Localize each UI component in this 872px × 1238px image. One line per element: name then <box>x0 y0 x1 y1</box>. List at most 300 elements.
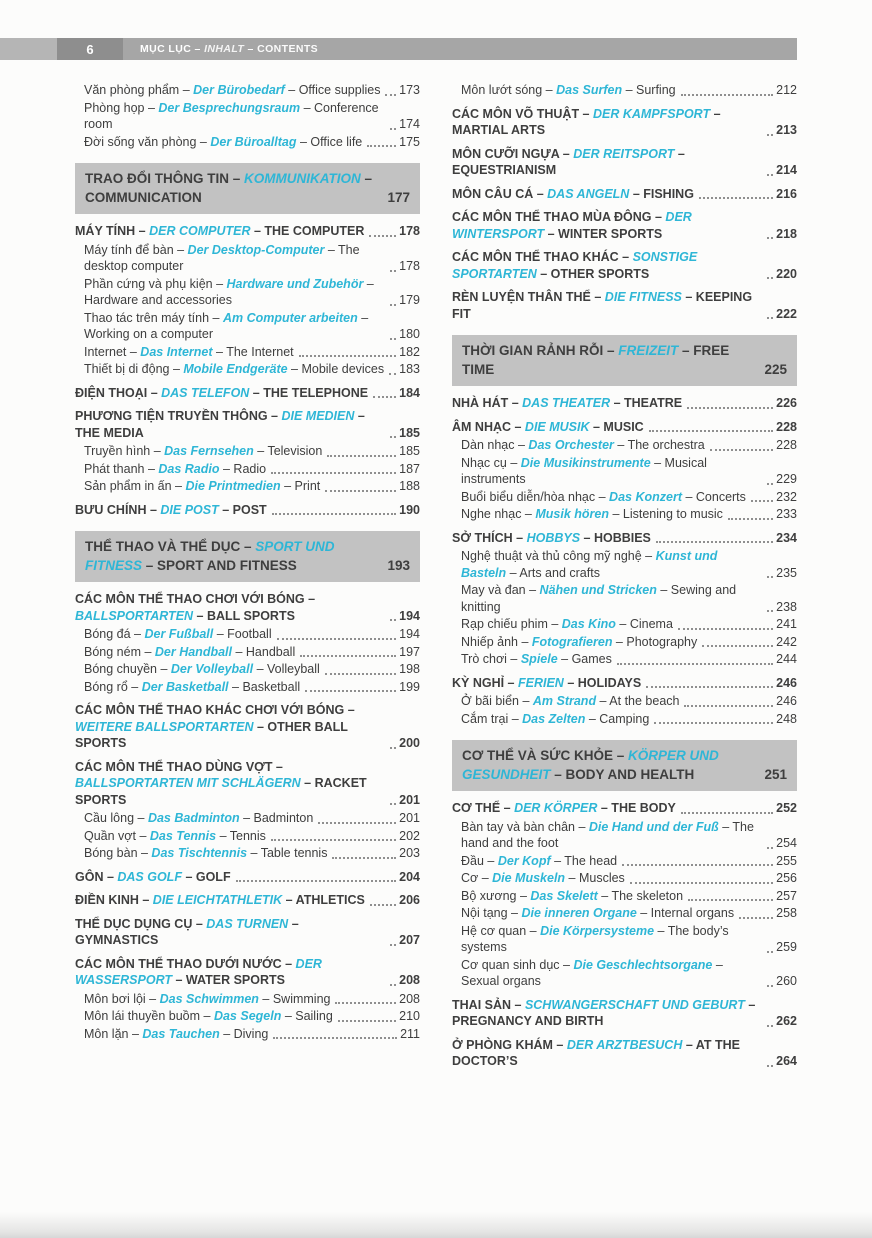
entry-page-number: 202 <box>399 828 420 843</box>
entry-german: Das Tauchen <box>142 1026 220 1041</box>
entry-page-number: 252 <box>776 801 797 815</box>
entry-page-number: 184 <box>399 385 420 400</box>
entry-text <box>84 644 295 661</box>
entry-page-number: 214 <box>776 163 797 177</box>
entry-english: – Swimming <box>258 991 331 1006</box>
entry-vietnamese: Sản phẩm in ấn – <box>84 479 186 493</box>
entry-vietnamese: CÁC MÔN THỂ THAO CHƠI VỚI BÓNG – <box>75 592 316 606</box>
entry-german: SONSTIGE SPORTARTEN <box>452 250 698 281</box>
entry-vietnamese: Ở bãi biển – <box>461 694 533 708</box>
entry-page-number: 193 <box>387 557 410 573</box>
entry-text <box>452 209 762 242</box>
entry-vietnamese: Phòng họp – <box>84 100 159 115</box>
entry-page-number: 180 <box>399 327 420 341</box>
entry-english: – COMMUNICATION <box>85 171 373 205</box>
entry-english: – Badminton <box>239 811 314 825</box>
entry-english: – MARTIAL ARTS <box>452 106 721 137</box>
entry-german: DER COMPUTER <box>149 224 251 238</box>
entry-text <box>75 702 385 752</box>
toc-entry-sub <box>452 957 797 990</box>
entry-english: – EQUESTRIANISM <box>452 146 685 177</box>
entry-german: DAS THEATER <box>522 396 611 410</box>
entry-vietnamese: Bộ xương – <box>461 888 531 903</box>
entry-english: – OTHER SPORTS <box>536 266 650 281</box>
entry-text <box>461 82 676 99</box>
entry-vietnamese: Phát thanh – <box>84 461 159 476</box>
entry-text <box>462 747 750 784</box>
entry-german: Das Tennis <box>149 828 217 843</box>
entry-english: – MUSIC <box>589 419 644 434</box>
entry-vietnamese: May và đan – <box>461 583 540 597</box>
entry-english: – FISHING <box>629 186 694 201</box>
entry-vietnamese: RÈN LUYỆN THÂN THỂ – <box>452 290 605 304</box>
entry-vietnamese: Bàn tay và bàn chân – <box>461 819 589 834</box>
entry-english: – Table tennis <box>247 846 328 860</box>
dot-leader <box>687 407 773 409</box>
entry-vietnamese: CÁC MÔN THỂ THAO KHÁC – <box>452 250 633 264</box>
toc-entry-sub <box>452 82 797 99</box>
entry-english: – AT THE DOCTOR’S <box>452 1037 741 1068</box>
entry-vietnamese: MÔN CƯỠI NGỰA – <box>452 146 574 161</box>
entry-vietnamese: Nghe nhạc – <box>461 507 536 521</box>
dot-leader <box>767 237 773 239</box>
entry-vietnamese: Buổi biểu diễn/hòa nhạc – <box>461 489 610 504</box>
entry-german: Das Zelten <box>522 711 586 726</box>
entry-english: – Arts and crafts <box>506 565 600 580</box>
entry-vietnamese: CÁC MÔN THỂ THAO MÙA ĐÔNG – <box>452 210 666 224</box>
entry-page-number: 199 <box>399 679 420 694</box>
entry-german: Das Kino <box>561 617 616 631</box>
dot-leader <box>299 355 397 357</box>
entry-page-number: 246 <box>776 675 797 690</box>
toc-content <box>75 82 797 1070</box>
entry-english: – GOLF <box>181 869 231 884</box>
entry-text <box>75 869 231 886</box>
entry-page-number: 256 <box>776 871 797 885</box>
entry-german: Der Handball <box>154 644 232 659</box>
toc-entry-sub <box>452 506 797 523</box>
entry-english: – FREE TIME <box>462 343 730 377</box>
entry-page-number: 212 <box>776 83 797 97</box>
dot-leader <box>751 500 773 502</box>
entry-vietnamese: MÁY TÍNH – <box>75 224 150 238</box>
entry-german: Das Fernsehen <box>164 444 254 458</box>
page-header-bar <box>0 38 797 60</box>
toc-entry-sub <box>75 810 420 827</box>
dot-leader <box>390 270 396 272</box>
entry-page-number: 213 <box>776 123 797 137</box>
page-number-box <box>57 38 123 60</box>
entry-german: Das Radio <box>158 461 220 476</box>
entry-english: – Surfing <box>622 83 676 97</box>
entry-german: Der Bürobedarf <box>193 83 285 97</box>
dot-leader <box>390 128 396 130</box>
dot-leader <box>678 628 773 630</box>
dot-leader <box>273 1037 397 1039</box>
dot-leader <box>373 396 396 398</box>
toc-entry-sub <box>452 437 797 454</box>
entry-text <box>75 916 385 949</box>
entry-text <box>452 675 641 692</box>
entry-text <box>461 506 723 523</box>
entry-vietnamese: Internet – <box>84 344 141 359</box>
entry-english: – THE MEDIA <box>75 409 365 440</box>
toc-column-left <box>75 82 420 1070</box>
entry-german: SPORT UND FITNESS <box>85 539 335 573</box>
entry-english: – Tennis <box>216 828 266 843</box>
dot-leader <box>767 277 773 279</box>
entry-english: – Volleyball <box>253 662 320 676</box>
entry-vietnamese: Bóng bàn – <box>84 846 152 860</box>
entry-text <box>84 310 385 343</box>
toc-entry-main <box>452 997 797 1030</box>
entry-german: DAS TELEFON <box>161 385 250 400</box>
toc-entry-main <box>452 800 797 817</box>
entry-text <box>461 548 762 581</box>
entry-page-number: 251 <box>764 766 787 782</box>
dot-leader <box>681 812 773 814</box>
entry-vietnamese: CÁC MÔN THỂ THAO KHÁC CHƠI VỚI BÓNG – <box>75 703 355 717</box>
entry-german: Die Geschlechtsorgane <box>573 957 713 972</box>
entry-page-number: 216 <box>776 186 797 201</box>
entry-english: – Camping <box>585 711 650 726</box>
entry-vietnamese: GÔN – <box>75 869 118 884</box>
entry-page-number: 183 <box>399 362 420 376</box>
toc-entry-sub <box>75 845 420 862</box>
dot-leader <box>390 984 396 986</box>
toc-entry-sub <box>452 711 797 728</box>
entry-german: DAS TURNEN <box>206 916 289 931</box>
toc-entry-main <box>452 209 797 242</box>
entry-page-number: 234 <box>776 530 797 545</box>
toc-entry-sub <box>75 276 420 309</box>
dot-leader <box>767 610 773 612</box>
entry-page-number: 194 <box>399 627 420 641</box>
entry-page-number: 244 <box>776 652 797 666</box>
dot-leader <box>271 472 396 474</box>
entry-text <box>84 134 362 151</box>
toc-entry-sub <box>452 582 797 615</box>
entry-english: – Conference room <box>84 100 379 131</box>
entry-german: Spiele <box>520 652 558 666</box>
entry-english: – Basketball <box>228 679 301 694</box>
entry-english: – KEEPING FIT <box>452 290 753 321</box>
entry-vietnamese: Nhạc cụ – <box>461 455 521 470</box>
toc-entry-sub <box>75 661 420 678</box>
entry-text <box>84 679 300 696</box>
entry-text <box>84 443 322 460</box>
entry-german: DAS GOLF <box>117 869 182 884</box>
entry-page-number: 211 <box>400 1026 420 1041</box>
entry-text <box>461 853 617 870</box>
dot-leader <box>767 847 773 849</box>
entry-page-number: 254 <box>776 836 797 850</box>
entry-english: – Sexual organs <box>461 957 723 988</box>
entry-english: – The body’s systems <box>461 923 729 954</box>
entry-vietnamese: Nghệ thuật và thủ công mỹ nghệ – <box>461 549 656 563</box>
entry-vietnamese: MÔN CÂU CÁ – <box>452 186 548 201</box>
entry-german: Die Hand und der Fuß <box>588 819 719 834</box>
header-title-separator: – <box>244 43 258 55</box>
entry-page-number: 187 <box>399 461 420 476</box>
entry-english: – At the beach <box>596 694 680 708</box>
entry-german: Mobile Endgeräte <box>183 362 288 376</box>
entry-english: – SPORT AND FITNESS <box>142 557 297 573</box>
dot-leader <box>338 1020 396 1022</box>
entry-german: Der Desktop-Computer <box>187 242 325 257</box>
entry-german: Der Fußball <box>144 627 214 641</box>
toc-entry-main <box>452 419 797 436</box>
entry-vietnamese: Cơ – <box>461 871 493 885</box>
entry-page-number: 233 <box>776 507 797 521</box>
entry-german: Der Büroalltag <box>210 134 297 149</box>
entry-vietnamese: CÁC MÔN THỂ THAO DƯỚI NƯỚC – <box>75 956 296 971</box>
entry-text <box>84 661 320 678</box>
header-title-english: CONTENTS <box>257 43 319 55</box>
entry-german: DER KÖRPER <box>514 801 598 815</box>
entry-page-number: 203 <box>399 846 420 860</box>
toc-entry-sub <box>75 461 420 478</box>
entry-page-number: 179 <box>399 293 420 307</box>
toc-column-right <box>452 82 797 1070</box>
toc-entry-main <box>452 186 797 203</box>
entry-page-number: 201 <box>399 792 420 807</box>
entry-text <box>75 385 368 402</box>
entry-english: – Sailing <box>281 1009 333 1023</box>
toc-entry-main <box>75 869 420 886</box>
entry-english: – The Internet <box>212 344 294 359</box>
entry-vietnamese: Bóng chuyền – <box>84 662 171 676</box>
entry-german: Der Volleyball <box>170 662 254 676</box>
entry-english: – HOLIDAYS <box>563 675 642 690</box>
entry-german: Kunst und Basteln <box>461 549 718 580</box>
entry-text <box>452 530 651 547</box>
dot-leader <box>649 430 773 432</box>
header-title-separator: – <box>191 43 205 55</box>
entry-german: WEITERE BALLSPORTARTEN <box>75 719 254 734</box>
toc-entry-sub <box>452 693 797 710</box>
entry-page-number: 201 <box>399 811 420 825</box>
entry-vietnamese: ÂM NHẠC – <box>452 419 525 434</box>
entry-vietnamese: SỞ THÍCH – <box>452 530 527 545</box>
entry-english: – Sewing and knitting <box>461 583 737 614</box>
dot-leader <box>739 917 773 919</box>
entry-german: Hardware und Zubehör <box>226 276 364 291</box>
entry-german: Der Basketball <box>141 679 229 694</box>
entry-page-number: 228 <box>776 419 797 434</box>
entry-page-number: 264 <box>776 1054 797 1068</box>
entry-page-number: 188 <box>399 479 420 493</box>
entry-german: Der Besprechungsraum <box>158 100 301 115</box>
entry-german: BALLSPORTARTEN MIT SCHLÄGERN <box>75 776 301 790</box>
entry-english: – Cinema <box>615 617 673 631</box>
dot-leader <box>300 655 396 657</box>
entry-text <box>84 100 385 133</box>
entry-german: Die Musikinstrumente <box>520 455 651 470</box>
entry-german: DIE MUSIK <box>524 419 590 434</box>
entry-text <box>84 276 385 309</box>
entry-german: Das Segeln <box>213 1009 282 1023</box>
toc-entry-main <box>75 385 420 402</box>
entry-german: Der Kopf <box>497 853 551 868</box>
entry-english: – WATER SPORTS <box>172 973 285 987</box>
entry-german: FERIEN <box>518 675 564 690</box>
toc-entry-sub <box>75 82 420 99</box>
dot-leader <box>277 638 397 640</box>
entry-english: – Hardware and accessories <box>84 276 374 307</box>
toc-entry-main <box>75 502 420 519</box>
dot-leader <box>390 436 396 438</box>
toc-entry-sub <box>75 478 420 495</box>
entry-english: – Office supplies <box>284 83 381 97</box>
toc-entry-sub <box>452 634 797 651</box>
entry-text <box>461 489 746 506</box>
toc-entry-sub <box>452 548 797 581</box>
toc-entry-sub <box>452 819 797 852</box>
entry-english: – Print <box>280 479 321 493</box>
entry-page-number: 207 <box>399 933 420 947</box>
dot-leader <box>767 483 773 485</box>
toc-section-header <box>452 335 797 386</box>
dot-leader <box>728 518 773 520</box>
entry-vietnamese: Hệ cơ quan – <box>461 923 541 938</box>
entry-german: DAS ANGELN <box>547 186 630 201</box>
entry-text <box>461 870 625 887</box>
entry-text <box>84 82 380 99</box>
dot-leader <box>332 857 396 859</box>
entry-text <box>462 342 750 379</box>
entry-vietnamese: Cắm trại – <box>461 711 523 726</box>
entry-english: – Handball <box>232 644 296 659</box>
dot-leader <box>390 944 396 946</box>
entry-vietnamese: Bóng ném – <box>84 644 155 659</box>
entry-english: – BODY AND HEALTH <box>550 766 695 782</box>
toc-entry-sub <box>452 616 797 633</box>
toc-entry-sub <box>452 651 797 668</box>
entry-english: – Working on a computer <box>84 310 369 341</box>
entry-text <box>84 810 313 827</box>
entry-vietnamese: ĐIỀN KINH – <box>75 893 153 907</box>
entry-german: Am Strand <box>532 694 597 708</box>
entry-text <box>84 991 330 1008</box>
entry-text <box>75 408 385 441</box>
entry-text <box>75 223 364 240</box>
entry-text <box>461 582 762 615</box>
entry-vietnamese: Thao tác trên máy tính – <box>84 310 223 325</box>
entry-text <box>461 455 762 488</box>
entry-vietnamese: Môn lướt sóng – <box>461 83 557 97</box>
toc-entry-sub <box>452 888 797 905</box>
dot-leader <box>767 1065 773 1067</box>
entry-page-number: 185 <box>399 425 420 440</box>
entry-text <box>84 361 384 378</box>
dot-leader <box>767 985 773 987</box>
entry-vietnamese: Môn lái thuyền buồm – <box>84 1009 214 1023</box>
toc-entry-sub <box>75 1008 420 1025</box>
entry-vietnamese: Môn lặn – <box>84 1026 143 1041</box>
entry-english: – RACKET SPORTS <box>75 776 367 807</box>
toc-entry-sub <box>75 626 420 643</box>
toc-entry-sub <box>452 923 797 956</box>
entry-vietnamese: KỲ NGHỈ – <box>452 675 518 690</box>
entry-page-number: 242 <box>776 634 797 649</box>
toc-entry-sub <box>452 853 797 870</box>
entry-german: DIE LEICHTATHLETIK <box>152 893 283 907</box>
entry-vietnamese: THAI SẢN – <box>452 997 525 1012</box>
entry-text <box>461 437 705 454</box>
toc-entry-sub <box>452 870 797 887</box>
entry-english: – Musical instruments <box>461 455 707 486</box>
dot-leader <box>630 882 773 884</box>
dot-leader <box>272 513 396 515</box>
entry-german: DER KAMPFSPORT <box>592 106 711 121</box>
entry-text <box>452 186 694 203</box>
entry-page-number: 255 <box>776 853 797 868</box>
entry-page-number: 174 <box>399 117 420 131</box>
toc-entry-main <box>75 408 420 441</box>
entry-text <box>84 461 266 478</box>
toc-section-header <box>75 531 420 582</box>
entry-english: – BALL SPORTS <box>193 608 295 623</box>
entry-english: – The skeleton <box>597 888 684 903</box>
entry-page-number: 175 <box>399 134 420 149</box>
dot-leader <box>271 839 396 841</box>
toc-entry-main <box>452 530 797 547</box>
entry-vietnamese: Thiết bị di động – <box>84 362 184 376</box>
header-bar-left-segment <box>0 38 57 60</box>
entry-page-number: 259 <box>776 940 797 954</box>
entry-text <box>461 693 679 710</box>
dot-leader <box>767 576 773 578</box>
dot-leader <box>702 645 773 647</box>
toc-entry-sub <box>75 991 420 1008</box>
dot-leader <box>654 722 773 724</box>
entry-german: Das Schwimmen <box>159 991 259 1006</box>
toc-entry-sub <box>75 134 420 151</box>
toc-section-header <box>452 740 797 791</box>
toc-entry-main <box>75 892 420 909</box>
entry-vietnamese: Quần vợt – <box>84 828 150 843</box>
entry-page-number: 220 <box>776 266 797 281</box>
entry-vietnamese: ĐIỆN THOẠI – <box>75 385 162 400</box>
entry-page-number: 225 <box>764 361 787 377</box>
entry-text <box>75 502 267 519</box>
toc-entry-main <box>452 249 797 282</box>
dot-leader <box>767 1025 773 1027</box>
entry-text <box>461 651 612 668</box>
page-bottom-shadow <box>0 1212 872 1238</box>
entry-vietnamese: Nhiếp ảnh – <box>461 634 532 649</box>
dot-leader <box>367 145 396 147</box>
entry-german: Musik hören <box>535 507 609 521</box>
dot-leader <box>622 864 773 866</box>
entry-english: – The desktop computer <box>84 242 360 273</box>
entry-vietnamese: CÁC MÔN THỂ THAO DÙNG VỢT – <box>75 759 283 774</box>
page-number: 6 <box>86 41 94 57</box>
entry-text <box>461 957 762 990</box>
entry-vietnamese: Truyền hình – <box>84 444 165 458</box>
entry-page-number: 173 <box>399 83 420 97</box>
entry-text <box>85 170 373 207</box>
entry-vietnamese: TRAO ĐỔI THÔNG TIN – <box>85 171 245 186</box>
entry-german: DIE FITNESS <box>604 290 682 304</box>
entry-page-number: 200 <box>399 736 420 750</box>
dot-leader <box>325 490 396 492</box>
toc-section-header <box>75 163 420 214</box>
toc-entry-main <box>75 591 420 624</box>
dot-leader <box>710 449 773 451</box>
entry-page-number: 246 <box>776 694 797 708</box>
